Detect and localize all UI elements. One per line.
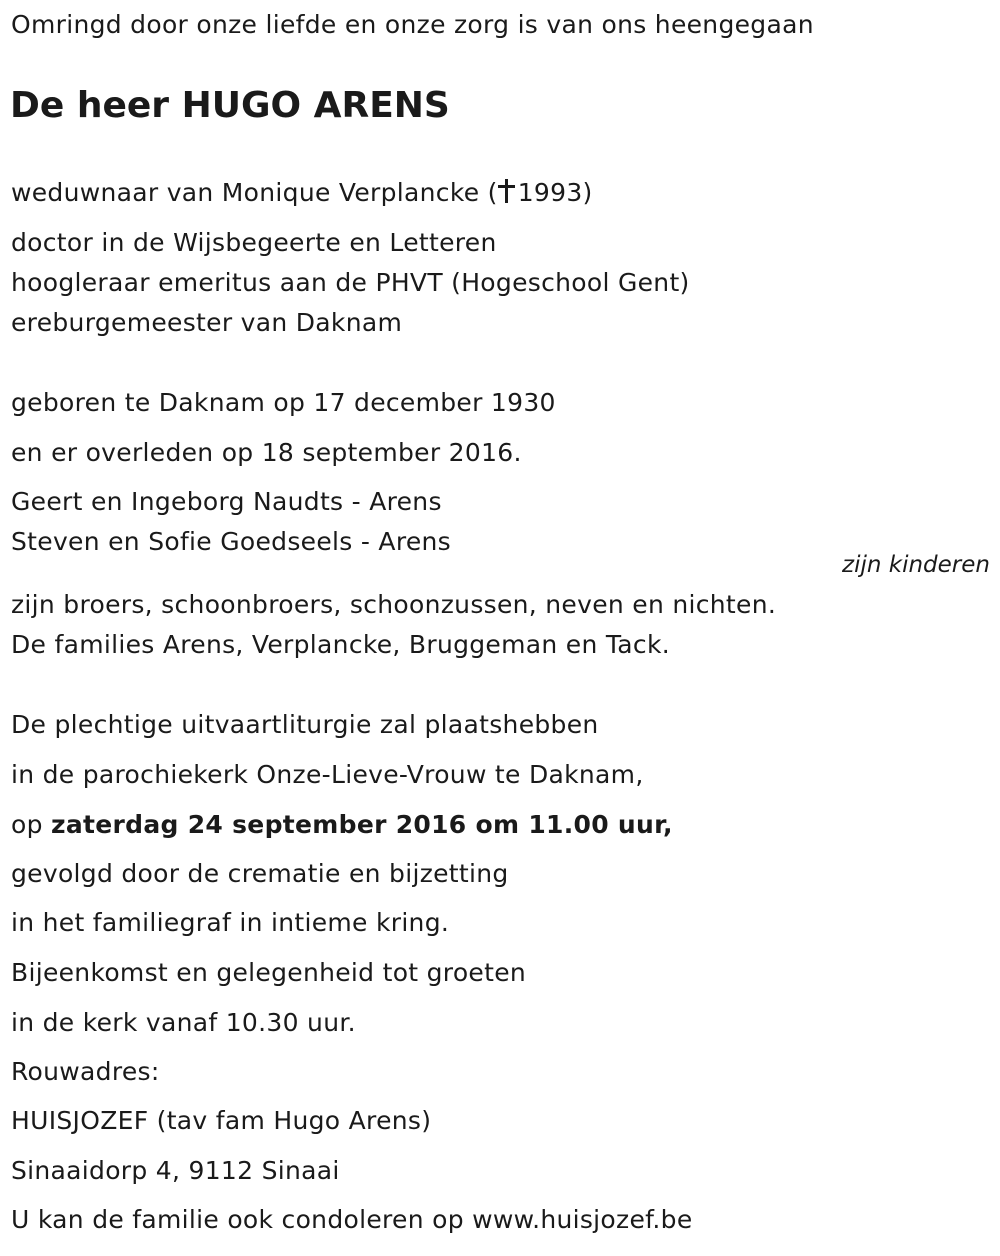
condolence-line: U kan de familie ook condoleren op www.huisjozef.be — [11, 1205, 693, 1234]
address-name: HUISJOZEF (tav fam Hugo Arens) — [11, 1106, 432, 1135]
cross-icon — [498, 179, 514, 203]
children-label: zijn kinderen — [842, 552, 990, 578]
address-label: Rouwadres: — [11, 1057, 160, 1086]
funeral-date-prefix: op — [11, 810, 52, 839]
funeral-date-line — [11, 810, 673, 840]
funeral-line: gevolgd door de crematie en bijzetting — [11, 859, 509, 888]
widower-year: 1993) — [517, 178, 593, 207]
birth-line: geboren te Daknam op 17 december 1930 — [11, 388, 556, 417]
funeral-line: Bijeenkomst en gelegenheid tot groeten — [11, 958, 527, 987]
widower-text: weduwnaar van Monique Verplancke ( — [11, 178, 498, 207]
child-line: Steven en Sofie Goedseels - Arens — [11, 527, 452, 556]
address-street: Sinaaidorp 4, 9112 Sinaai — [11, 1156, 340, 1185]
child-line: Geert en Ingeborg Naudts - Arens — [11, 487, 442, 516]
deceased-name: De heer HUGO ARENS — [10, 85, 450, 126]
intro-text: Omringd door onze liefde en onze zorg is van ons heengegaan — [11, 10, 814, 39]
funeral-line: in de kerk vanaf 10.30 uur. — [11, 1008, 356, 1037]
relatives-line: De families Arens, Verplancke, Bruggeman en Tack. — [11, 630, 670, 659]
death-line: en er overleden op 18 september 2016. — [11, 438, 522, 467]
title-line: hoogleraar emeritus aan de PHVT (Hogeschool Gent) — [11, 268, 690, 297]
funeral-line: in de parochiekerk Onze-Lieve-Vrouw te Daknam, — [11, 760, 644, 789]
funeral-line: De plechtige uitvaartliturgie zal plaatshebben — [11, 710, 599, 739]
relatives-line: zijn broers, schoonbroers, schoonzussen, neven en nichten. — [11, 590, 777, 619]
title-line: doctor in de Wijsbegeerte en Letteren — [11, 228, 497, 257]
widower-line — [11, 178, 593, 208]
funeral-line: in het familiegraf in intieme kring. — [11, 908, 450, 937]
title-line: ereburgemeester van Daknam — [11, 308, 403, 337]
funeral-date: zaterdag 24 september 2016 om 11.00 uur, — [51, 810, 673, 839]
